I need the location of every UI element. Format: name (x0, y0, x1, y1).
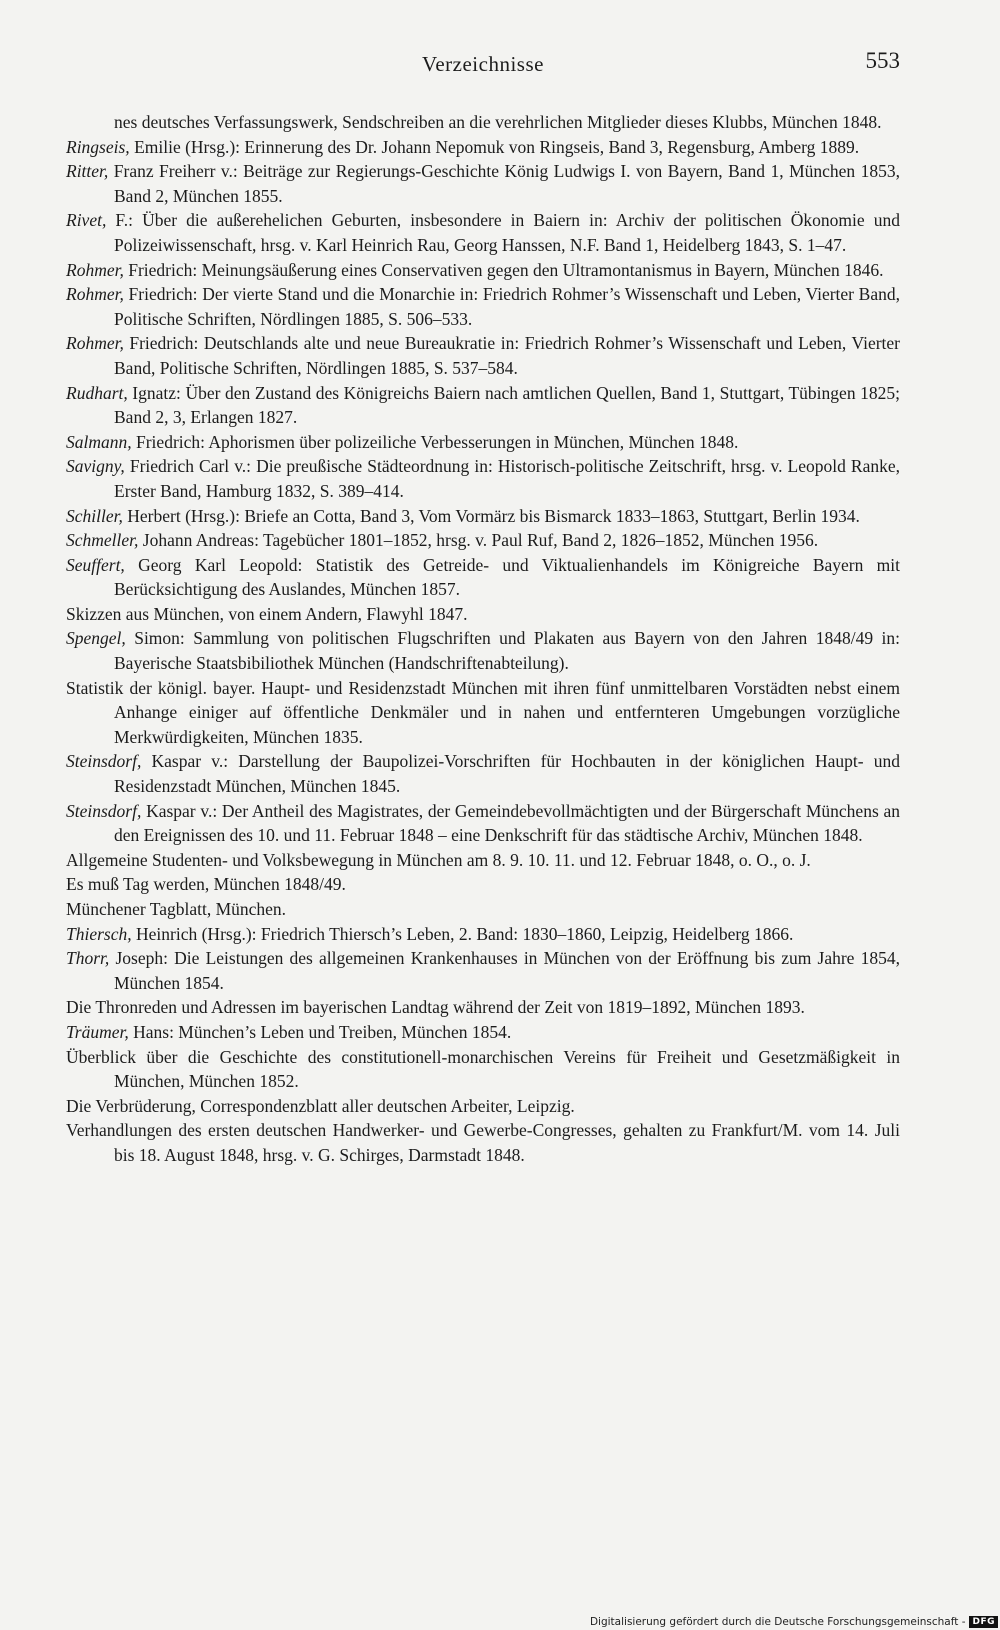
page-header (66, 48, 900, 82)
entry-text: Friedrich: Aphorismen über polizeiliche Verbesserungen in München, München 1848. (131, 431, 739, 452)
entry-text: Johann Andreas: Tagebücher 1801–1852, hrsg. v. Paul Ruf, Band 2, 1826–1852, München 1956. (138, 530, 819, 551)
bibliography-entry (66, 1020, 900, 1045)
bibliography-entry (66, 110, 900, 135)
entry-author: Schmeller, (66, 530, 139, 551)
entry-author: Ringseis, (66, 136, 130, 157)
entry-author: Rohmer, (66, 284, 124, 305)
entry-text: Heinrich (Hrsg.): Friedrich Thiersch’s Leben, 2. Band: 1830–1860, Leipzig, Heidelberg 1866. (131, 923, 794, 944)
entry-text: F.: Über die außerehelichen Geburten, insbesondere in Baiern in: Archiv der politischen Ökonomie und Polizeiwissenschaft, hrsg. v. Karl Heinrich Rau, Georg Hanssen, N.F. Band 1, Heidelberg 1843, S. 1–47. (106, 210, 900, 255)
entry-author: Rivet, (66, 210, 107, 231)
bibliography-entry (66, 258, 900, 283)
running-title: Verzeichnisse (422, 52, 544, 76)
entry-text: Ignatz: Über den Zustand des Königreichs Baiern nach amtlichen Quellen, Band 1, Stuttgart, Tübingen 1825; Band 2, 3, Erlangen 1827. (114, 382, 900, 428)
entry-author: Steinsdorf, (66, 751, 142, 772)
bibliography-entry (66, 1045, 900, 1094)
entry-author: Rohmer, (66, 259, 124, 280)
bibliography-entry (66, 799, 900, 848)
entry-author: Spengel, (66, 628, 126, 649)
page-number: 553 (865, 48, 900, 73)
entry-text: Die Verbrüderung, Correspondenzblatt aller deutschen Arbeiter, Leipzig. (66, 1095, 575, 1116)
entry-author: Rudhart, (66, 382, 128, 403)
entry-text: Allgemeine Studenten- und Volksbewegung in München am 8. 9. 10. 11. und 12. Februar 1848, o. O., o. J. (66, 849, 811, 870)
bibliography-entry (66, 208, 900, 257)
entry-text: Franz Freiherr v.: Beiträge zur Regierungs-Geschichte König Ludwigs I. von Bayern, Band 1, München 1853, Band 2, München 1855. (108, 161, 900, 206)
entry-author: Ritter, (66, 161, 109, 182)
entry-author: Thiersch, (66, 923, 132, 944)
entry-text: Simon: Sammlung von politischen Flugschriften und Plakaten aus Bayern von den Jahren 1848/49 in: Bayerische Staatsbibiliothek München (Handschriftenabteilung). (114, 628, 900, 674)
bibliography-entry (66, 848, 900, 873)
bibliography-entry (66, 331, 900, 380)
bibliography-entry (66, 602, 900, 627)
entry-text: Herbert (Hrsg.): Briefe an Cotta, Band 3, Vom Vormärz bis Bismarck 1833–1863, Stuttgart, Berlin 1934. (122, 505, 860, 526)
bibliography-entry (66, 504, 900, 529)
bibliography-list (66, 110, 900, 1168)
entry-author: Rohmer, (66, 333, 124, 354)
entry-text: Münchener Tagblatt, München. (66, 899, 287, 919)
bibliography-entry (66, 553, 900, 602)
entry-text: Kaspar v.: Darstellung der Baupolizei-Vorschriften für Hochbauten in der königlichen Haupt- und Residenzstadt München, München 1845. (114, 751, 900, 797)
entry-author: Thorr, (66, 948, 110, 969)
bibliography-entry (66, 282, 900, 331)
bibliography-entry (66, 430, 900, 455)
entry-text: Friedrich Carl v.: Die preußische Städteordnung in: Historisch-politische Zeitschrift, hrsg. v. Leopold Ranke, Erster Band, Hamburg 1832, S. 389–414. (114, 456, 900, 501)
entry-author: Schiller, (66, 505, 123, 526)
entry-text: Joseph: Die Leistungen des allgemeinen Krankenhauses in München von der Eröffnung bis zum Jahre 1854, München 1854. (109, 948, 900, 993)
bibliography-entry (66, 626, 900, 675)
entry-text: nes deutsches Verfassungswerk, Sendschreiben an die verehrlichen Mitglieder dieses Klubbs, München 1848. (114, 112, 882, 132)
entry-author: Salmann, (66, 431, 132, 452)
bibliography-entry (66, 135, 900, 160)
bibliography-entry (66, 1118, 900, 1167)
entry-author: Seuffert, (66, 554, 125, 575)
digitization-footer (590, 1616, 998, 1628)
entry-text: Emilie (Hrsg.): Erinnerung des Dr. Johann Nepomuk von Ringseis, Band 3, Regensburg, Amberg 1889. (129, 136, 860, 157)
bibliography-entry (66, 1094, 900, 1119)
entry-text: Skizzen aus München, von einem Andern, Flawyhl 1847. (66, 603, 468, 624)
entry-author: Steinsdorf, (66, 800, 142, 821)
dfg-logo: DFG (969, 1616, 998, 1628)
entry-text: Friedrich: Der vierte Stand und die Monarchie in: Friedrich Rohmer’s Wissenschaft und Leben, Vierter Band, Politische Schriften, Nördlingen 1885, S. 506–533. (114, 284, 900, 329)
bibliography-entry (66, 995, 900, 1020)
entry-text: Die Thronreden und Adressen im bayerischen Landtag während der Zeit von 1819–1892, München 1893. (66, 997, 805, 1018)
entry-text: Statistik der königl. bayer. Haupt- und Residenzstadt München mit ihren fünf unmittelbaren Vorstädten nebst einem Anhange einiger auf öffentliche Denkmäler und in nahen und entfernteren Umgebungen vorzügliche Merkwürdigkeiten, München 1835. (66, 677, 900, 747)
bibliography-entry (66, 454, 900, 503)
entry-text: Friedrich: Meinungsäußerung eines Conservativen gegen den Ultramontanismus in Bayern, München 1846. (123, 259, 884, 280)
entry-text: Verhandlungen des ersten deutschen Handwerker- und Gewerbe-Congresses, gehalten zu Frankfurt/M. vom 14. Juli bis 18. August 1848, hrsg. v. G. Schirges, Darmstadt 1848. (66, 1120, 900, 1165)
bibliography-entry (66, 872, 900, 897)
bibliography-entry (66, 528, 900, 553)
entry-text: Friedrich: Deutschlands alte und neue Bureaukratie in: Friedrich Rohmer’s Wissenschaft und Leben, Vierter Band, Politische Schriften, Nördlingen 1885, S. 537–584. (114, 333, 900, 378)
bibliography-entry (66, 922, 900, 947)
entry-text: Überblick über die Geschichte des constitutionell-monarchischen Vereins für Freiheit und Gesetzmäßigkeit in München, München 1852. (66, 1046, 900, 1092)
bibliography-entry (66, 946, 900, 995)
entry-text: Kaspar v.: Der Antheil des Magistrates, der Gemeindebevollmächtigten und der Bürgerschaft Münchens an den Ereignissen des 10. und 11. Februar 1848 – eine Denkschrift für das städtische Archiv, München 1848. (114, 800, 900, 846)
entry-text: Hans: München’s Leben und Treiben, München 1854. (128, 1021, 512, 1042)
entry-text: Georg Karl Leopold: Statistik des Getreide- und Viktualienhandels im Königreiche Bayern mit Berücksichtigung des Auslandes, München 1857. (114, 554, 900, 600)
bibliography-entry (66, 159, 900, 208)
bibliography-entry (66, 749, 900, 798)
bibliography-entry (66, 381, 900, 430)
bibliography-entry (66, 897, 900, 922)
entry-author: Savigny, (66, 456, 125, 477)
entry-author: Träumer, (66, 1021, 129, 1042)
entry-text: Es muß Tag werden, München 1848/49. (66, 874, 346, 895)
bibliography-entry (66, 676, 900, 750)
footer-credit: Digitalisierung gefördert durch die Deutsche Forschungsgemeinschaft - (589, 1616, 966, 1628)
